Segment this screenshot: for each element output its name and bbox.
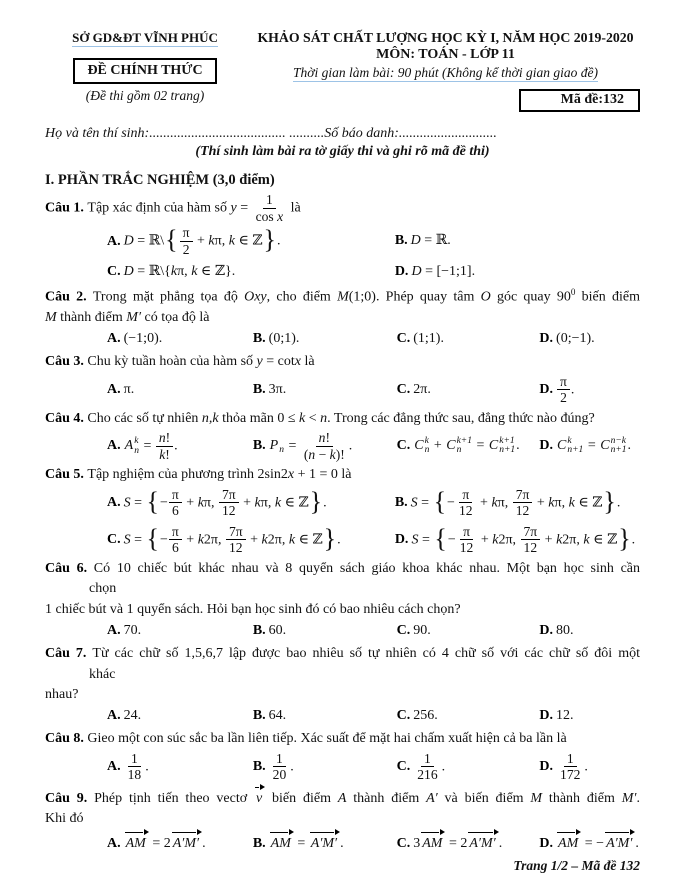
math-var: x	[294, 354, 301, 370]
fraction-numerator: 7π	[513, 487, 533, 504]
question-8	[45, 729, 640, 783]
question-3-options	[45, 374, 640, 406]
question-5-body-line-1: Câu 5. Tập nghiệm của phương trình 2sin2x + 1 = 0 là	[45, 467, 352, 483]
option-letter: A.	[107, 233, 121, 249]
question-2-options	[45, 329, 640, 349]
fraction-numerator: n!	[316, 430, 333, 447]
question-9-option-D: D. AM = − A′M′ .	[539, 831, 640, 854]
option-letter: D.	[539, 330, 554, 346]
math-var: k	[197, 494, 204, 510]
math-var: n	[308, 446, 316, 462]
scripted-symbol: C k n+1	[557, 435, 584, 456]
question-9-body-line-2: Khi đó	[45, 811, 84, 827]
option-letter: D.	[394, 532, 409, 548]
question-4-options	[45, 430, 640, 462]
question-label: Câu 2.	[45, 289, 93, 305]
department-name	[45, 30, 245, 46]
fraction-numerator: π	[180, 225, 193, 242]
math-var: n,k	[201, 410, 219, 426]
fraction-denominator: 12	[523, 540, 538, 556]
question-label: Câu 4.	[45, 410, 88, 426]
duration-note	[251, 65, 640, 81]
question-4	[45, 409, 640, 463]
fraction	[413, 751, 441, 783]
vector-overline: A′M′	[604, 831, 635, 854]
option-letter: B.	[252, 330, 266, 346]
superscript: 0	[570, 286, 576, 297]
fraction-denominator: cos x	[255, 208, 284, 224]
fraction-denominator: 6	[171, 503, 179, 519]
math-var: M′	[126, 309, 142, 325]
fraction-numerator: 1	[263, 192, 276, 209]
question-7-option-D: D. 12.	[539, 708, 574, 724]
question-7-body-line-3: nhau?	[45, 686, 79, 702]
fraction-numerator: π	[459, 487, 472, 504]
question-8-option-D: D. $\frac{1}{172}$ .	[539, 750, 588, 783]
option-letter: C.	[107, 264, 121, 280]
option-letter: B.	[252, 708, 266, 724]
big-brace: }	[263, 225, 277, 255]
fraction-denominator: 18	[127, 767, 142, 783]
scripted-symbol: P n	[269, 438, 284, 456]
question-6-body-line-3: 1 chiếc bút và 1 quyển sách. Hỏi bạn học sinh đó có bao nhiêu cách chọn?	[45, 601, 461, 617]
option-letter: B.	[394, 494, 408, 510]
math-var: x	[277, 208, 284, 224]
option-letter: D.	[539, 835, 554, 851]
question-5-option-B: B. S = {− $\frac{\pi}{12}$ + kπ, $\frac{7\pi}{12}$ + kπ, k ∈ ℤ}.	[394, 486, 621, 519]
question-1-options	[45, 225, 640, 283]
questions-container	[45, 192, 640, 854]
math-var: k	[191, 264, 198, 280]
option-letter: A.	[107, 494, 121, 510]
vector-overline: AM	[420, 831, 445, 854]
question-6-body-line-1: Câu 6. Có 10 chiếc bút khác nhau và 8 quyển sách giáo khoa khác nhau. Một bạn học sinh cần	[45, 561, 640, 577]
option-letter: A.	[107, 835, 121, 851]
question-4-option-C: C. C k n + C k+1 n = C k+1 n+1 .	[396, 435, 520, 456]
question-2-option-C: C. (1;1).	[396, 330, 444, 346]
question-label: Câu 7.	[45, 646, 93, 662]
option-letter: B.	[394, 233, 408, 249]
math-var: n	[320, 410, 328, 426]
fraction	[168, 524, 183, 556]
math-var: y	[256, 354, 263, 370]
option-letter: D.	[539, 381, 554, 397]
question-9-body-line-1: Câu 9. Phép tịnh tiến theo vectơ v biến điểm A thành điểm A′ và biến điểm M thành điểm M′.	[45, 786, 640, 809]
option-letter: C.	[396, 835, 411, 851]
question-5	[45, 465, 640, 556]
question-5-option-C: C. S = {− $\frac{\pi}{6}$ + k2π, $\frac{7\pi}{12}$ + k2π, k ∈ ℤ}.	[107, 523, 341, 556]
option-letter: C.	[396, 438, 411, 454]
math-var: k	[254, 494, 261, 510]
question-2	[45, 286, 640, 350]
question-8-option-A: A. $\frac{1}{18}$ .	[107, 750, 149, 783]
math-var: M	[337, 289, 349, 305]
question-6-option-B: B. 60.	[252, 622, 287, 638]
math-var: D	[411, 264, 422, 280]
vector-overline: A′M′	[467, 831, 498, 854]
question-6-options	[45, 621, 640, 641]
math-var: k	[288, 532, 296, 548]
question-2-option-B: B. (0;1).	[252, 330, 300, 346]
question-4-body-line-1: Câu 4. Cho các số tự nhiên n,k thỏa mãn 0 ≤ k < n. Trong các đẳng thức sau, đẳng thức nào đúng?	[45, 410, 595, 426]
math-var: A	[337, 790, 347, 806]
fraction-denominator: 6	[171, 540, 179, 556]
fraction	[155, 430, 174, 462]
fraction-denominator: 20	[272, 767, 287, 783]
question-1-option-D: D. D = [−1;1].	[394, 264, 476, 280]
math-var: k	[159, 446, 166, 462]
question-8-option-B: B. $\frac{1}{20}$ .	[252, 750, 294, 783]
question-1-option-C: C. D = ℝ\{kπ, k ∈ ℤ}.	[107, 264, 236, 280]
fraction	[168, 487, 183, 519]
fraction	[179, 225, 194, 257]
question-label: Câu 8.	[45, 731, 88, 747]
option-letter: B.	[252, 835, 266, 851]
question-6-option-D: D. 80.	[539, 622, 574, 638]
question-label: Câu 1.	[45, 200, 88, 216]
question-3-option-B: B. 3π.	[252, 381, 287, 397]
math-var: k	[556, 532, 563, 548]
question-9	[45, 786, 640, 854]
question-7-option-A: A. 24.	[107, 708, 142, 724]
big-brace: }	[618, 523, 631, 553]
big-brace: }	[323, 523, 337, 553]
option-letter: A.	[107, 381, 121, 397]
math-var: D	[410, 233, 421, 249]
math-var: n	[158, 430, 166, 446]
candidate-name-label: Họ và tên thí sinh:	[45, 126, 150, 141]
page-footer: Trang 1/2 – Mã đề 132	[513, 857, 640, 873]
question-7-option-C: C. 256.	[396, 708, 438, 724]
question-5-option-D: D. S = {− $\frac{\pi}{12}$ + k2π, $\frac{7\pi}{12}$ + k2π, k ∈ ℤ}.	[394, 523, 636, 556]
fraction-numerator: 1	[273, 751, 286, 768]
option-letter: B.	[252, 438, 266, 454]
math-var: M′	[621, 790, 637, 806]
big-brace: {	[433, 486, 447, 516]
registration-number-dotted-line: ............................	[398, 126, 497, 141]
question-2-option-D: D. (0;−1).	[539, 330, 595, 346]
math-var: O	[480, 289, 491, 305]
scripted-symbol: C k+1 n+1	[488, 435, 516, 456]
question-6-body-line-2: chọn	[89, 581, 117, 597]
subject-line: MÔN: TOÁN - LỚP 11	[376, 47, 515, 62]
fraction-numerator: 7π	[219, 487, 239, 504]
option-letter: D.	[539, 622, 554, 638]
fraction	[455, 487, 477, 519]
question-1	[45, 192, 640, 283]
registration-number-label: Số báo danh:	[324, 126, 399, 141]
exam-title: KHẢO SÁT CHẤT LƯỢNG HỌC KỲ I, NĂM HỌC 2019-2020	[257, 30, 634, 45]
math-var: S	[411, 532, 419, 548]
math-var: k	[261, 532, 268, 548]
question-1-option-B: B. D = ℝ.	[394, 233, 451, 249]
fraction-denominator: k!	[159, 446, 170, 462]
option-letter: B.	[252, 759, 266, 775]
fraction-denominator: 12	[459, 540, 474, 556]
exam-code-row	[251, 89, 640, 112]
math-var: k	[492, 532, 499, 548]
fraction	[520, 524, 542, 556]
math-var: D	[123, 264, 134, 280]
big-brace: {	[146, 523, 160, 553]
math-var: M	[45, 309, 57, 325]
big-brace: }	[309, 486, 323, 516]
exam-instruction: (Thí sinh làm bài ra tờ giấy thi và ghi rõ mã đề thi)	[195, 144, 490, 159]
exam-header	[45, 30, 640, 112]
question-2-option-A: A. (−1;0).	[107, 330, 163, 346]
big-brace: {	[165, 225, 178, 255]
question-label: Câu 6.	[45, 561, 94, 577]
option-letter: D.	[539, 759, 554, 775]
fraction	[556, 751, 584, 783]
vector-overline: v	[254, 786, 265, 809]
official-exam-box: ĐỀ CHÍNH THỨC	[73, 58, 216, 84]
fraction-numerator: π	[169, 487, 182, 504]
fraction-numerator: 1	[421, 751, 434, 768]
question-5-option-A: A. S = {− $\frac{\pi}{6}$ + kπ, $\frac{7\pi}{12}$ + kπ, k ∈ ℤ}.	[107, 486, 327, 519]
fraction	[512, 487, 534, 519]
question-3	[45, 352, 640, 406]
section-title: I. PHẦN TRẮC NGHIỆM (3,0 điểm)	[45, 172, 275, 188]
fraction-denominator: 172	[560, 767, 581, 783]
question-label: Câu 9.	[45, 790, 95, 806]
fraction-denominator: (n − k)!	[303, 446, 345, 462]
question-9-option-C: C. 3 AM = 2 A′M′ .	[397, 831, 540, 854]
question-1-option-A: A. D = ℝ\{ $\frac{\pi}{2}$ + kπ, k ∈ ℤ}.	[107, 225, 281, 257]
math-var: S	[410, 494, 418, 510]
fraction-numerator: π	[169, 524, 182, 541]
math-var: n	[318, 430, 326, 446]
option-letter: D.	[539, 438, 554, 454]
fraction-denominator: 2	[182, 241, 190, 257]
question-3-option-D: D. $\frac{\pi}{2}$ .	[539, 373, 575, 406]
question-6	[45, 559, 640, 641]
math-var: k	[228, 233, 235, 249]
question-9-option-B: B. AM = A′M′ .	[253, 831, 397, 854]
math-var: S	[123, 532, 131, 548]
fraction	[124, 751, 146, 783]
math-var: y	[230, 200, 237, 216]
fraction-numerator: 7π	[521, 524, 541, 541]
option-letter: A.	[107, 759, 121, 775]
question-7-body-line-2: khác	[89, 666, 116, 682]
question-8-option-C: C. $\frac{1}{216}$ .	[396, 750, 446, 783]
question-8-body-line-1: Câu 8. Gieo một con súc sắc ba lần liên tiếp. Xác suất để mặt hai chấm xuất hiện cả ba lần là	[45, 731, 567, 747]
question-4-option-B: B. P n = $\frac{n!}{(n - k)!}$ .	[252, 430, 353, 462]
fraction-numerator: 1	[564, 751, 577, 768]
question-7-option-B: B. 64.	[252, 708, 287, 724]
department-name-text: SỞ GD&ĐT VĨNH PHÚC	[72, 30, 218, 45]
question-7-options	[45, 706, 640, 726]
fraction-denominator: 216	[417, 767, 438, 783]
scripted-symbol: C k+1 n	[446, 435, 472, 456]
candidate-name-dotted-line: ....................................... ..........	[149, 126, 325, 141]
question-6-option-A: A. 70.	[107, 622, 142, 638]
vector-overline: A′M′	[309, 831, 340, 854]
math-var: k	[491, 494, 498, 510]
fraction	[556, 374, 571, 406]
option-letter: C.	[396, 708, 411, 724]
exam-code-box: Mã đề:132	[519, 89, 640, 112]
fraction-numerator: 1	[128, 751, 141, 768]
math-var: M	[530, 790, 543, 806]
fraction-numerator: π	[557, 374, 570, 391]
math-var: k	[274, 494, 282, 510]
option-letter: D.	[394, 264, 409, 280]
option-letter: B.	[252, 622, 266, 638]
page-count-note: (Đề thi gồm 02 trang)	[85, 88, 205, 103]
vector-overline: AM	[556, 831, 581, 854]
option-letter: A.	[107, 330, 121, 346]
vector-overline: AM	[124, 831, 149, 854]
math-var: k	[197, 532, 204, 548]
official-exam-box-wrap	[45, 46, 245, 84]
option-letter: C.	[396, 381, 411, 397]
question-label: Câu 5.	[45, 467, 88, 483]
option-letter: A.	[107, 622, 121, 638]
option-letter: B.	[252, 381, 266, 397]
fraction-numerator: 7π	[226, 524, 246, 541]
duration-note-text: Thời gian làm bài: 90 phút (Không kể thời gian giao đề)	[292, 65, 598, 80]
question-6-option-C: C. 90.	[396, 622, 431, 638]
fraction	[225, 524, 247, 556]
question-2-body-line-2: M thành điểm M′ có tọa độ là	[45, 309, 210, 325]
question-label: Câu 3.	[45, 354, 88, 370]
question-4-option-A: A. A k n = $\frac{n!}{k!}$ .	[107, 430, 178, 462]
question-7	[45, 644, 640, 726]
question-4-option-D: D. C k n+1 = C n−k n+1 .	[539, 435, 631, 456]
fraction-numerator: π	[460, 524, 473, 541]
option-letter: C.	[396, 330, 411, 346]
math-var: x	[287, 467, 295, 483]
fraction	[269, 751, 291, 783]
question-1-body-line-1: Câu 1. Tập xác định của hàm số y = $\frac{1}{\text{cos x}}$ là	[45, 192, 301, 224]
big-brace: }	[603, 486, 616, 516]
math-var: k	[583, 532, 590, 548]
math-var: S	[123, 494, 131, 510]
vector-overline: AM	[269, 831, 294, 854]
scripted-symbol: C n−k n+1	[600, 435, 627, 456]
fraction	[300, 430, 349, 462]
math-var: k	[548, 494, 555, 510]
option-letter: A.	[107, 708, 121, 724]
fraction-denominator: 12	[229, 540, 243, 556]
fraction-numerator: n!	[156, 430, 173, 447]
math-var: k	[170, 264, 178, 280]
option-letter: D.	[539, 708, 554, 724]
header-left-block	[45, 30, 245, 112]
fraction-denominator: 12	[458, 503, 473, 519]
scripted-symbol: C k n	[414, 435, 430, 456]
question-3-option-A: A. π.	[107, 381, 135, 397]
big-brace: {	[146, 486, 160, 516]
question-9-option-A: A. AM = 2 A′M′ .	[107, 831, 253, 854]
math-var: k	[329, 446, 336, 462]
candidate-info-line	[45, 126, 640, 142]
question-8-options	[45, 751, 640, 783]
fraction	[252, 192, 288, 224]
math-var: k	[208, 233, 215, 249]
fraction-denominator: 2	[560, 390, 567, 406]
fraction-denominator: 12	[222, 503, 236, 519]
option-letter: C.	[396, 622, 411, 638]
question-3-body-line-1: Câu 3. Chu kỳ tuần hoàn của hàm số y = cotx là	[45, 354, 315, 370]
question-5-options	[45, 487, 640, 556]
option-letter: C.	[107, 532, 121, 548]
math-var: k	[299, 410, 306, 426]
option-letter: C.	[396, 759, 411, 775]
option-letter: A.	[107, 438, 121, 454]
fraction	[218, 487, 240, 519]
question-7-body-line-1: Câu 7. Từ các chữ số 1,5,6,7 lập được bao nhiêu số tự nhiên có 4 chữ số với các chữ số đôi một	[45, 646, 640, 662]
vector-overline: A′M′	[171, 831, 202, 854]
fraction-denominator: 12	[515, 503, 530, 519]
big-brace: {	[434, 523, 447, 553]
question-3-option-C: C. 2π.	[396, 381, 431, 397]
math-var: D	[123, 233, 134, 249]
math-var: k	[568, 494, 575, 510]
scripted-symbol: A k n	[124, 436, 139, 456]
question-2-body-line-1: Câu 2. Trong mặt phẳng tọa độ Oxy, cho điểm M(1;0). Phép quay tâm O góc quay $90^0$ biến điểm	[45, 286, 640, 305]
header-right-block	[251, 30, 640, 112]
question-9-options	[45, 831, 640, 854]
math-var: A′	[426, 790, 438, 806]
fraction	[456, 524, 478, 556]
math-var: Oxy	[244, 289, 267, 305]
